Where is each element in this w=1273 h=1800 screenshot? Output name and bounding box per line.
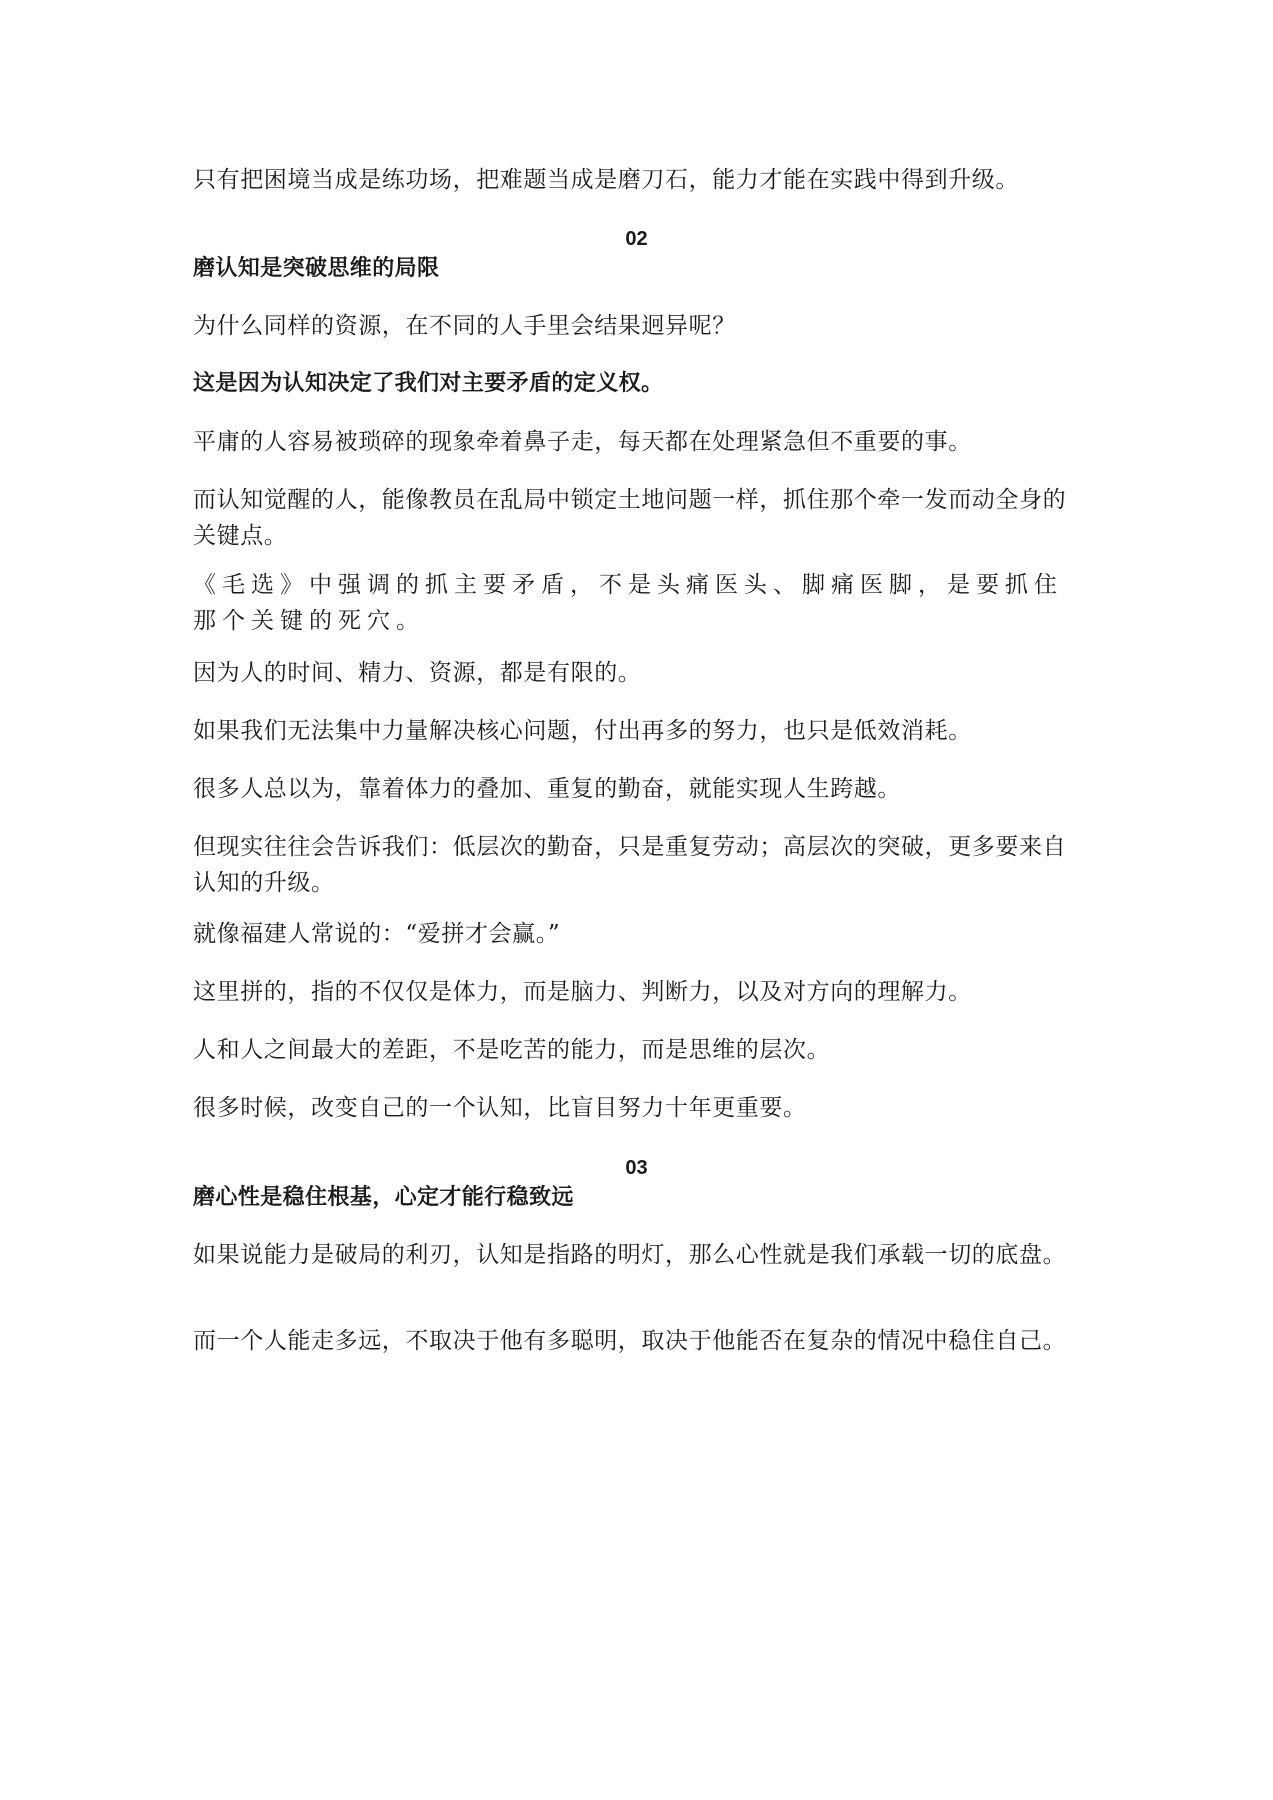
section-02-paragraph: 平庸的人容易被琐碎的现象牵着鼻子走，每天都在处理紧急但不重要的事。	[193, 429, 972, 455]
section-02-paragraph: 但现实往往会告诉我们：低层次的勤奋，只是重复劳动；高层次的突破，更多要来自认知的升级。	[193, 834, 1067, 896]
section-02-paragraph: 就像福建人常说的：“爱拼才会赢。”	[193, 921, 561, 947]
section-02-paragraph: 很多时候，改变自己的一个认知，比盲目努力十年更重要。	[193, 1095, 807, 1121]
section-03-paragraph: 如果说能力是破局的利刃，认知是指路的明灯，那么心性就是我们承载一切的底盘。	[193, 1242, 1067, 1268]
section-02-paragraph: 为什么同样的资源，在不同的人手里会结果迥异呢？	[193, 313, 736, 339]
section-03-number: 03	[625, 1157, 648, 1179]
section-02-paragraph: 很多人总以为，靠着体力的叠加、重复的勤奋，就能实现人生跨越。	[193, 776, 901, 802]
intro-paragraph: 只有把困境当成是练功场，把难题当成是磨刀石，能力才能在实践中得到升级。	[193, 167, 1019, 193]
section-02-heading: 磨认知是突破思维的局限	[193, 256, 440, 281]
section-03-heading: 磨心性是稳住根基，心定才能行稳致远	[193, 1185, 574, 1210]
section-02-paragraph: 人和人之间最大的差距，不是吃苦的能力，而是思维的层次。	[193, 1037, 831, 1063]
section-02-paragraph: 而认知觉醒的人，能像教员在乱局中锁定土地问题一样，抓住那个牵一发而动全身的关键点。	[193, 487, 1067, 549]
section-02-paragraph: 如果我们无法集中力量解决核心问题，付出再多的努力，也只是低效消耗。	[193, 718, 972, 744]
section-02-key-sentence: 这是因为认知决定了我们对主要矛盾的定义权。	[193, 371, 664, 396]
section-03-paragraph: 而一个人能走多远，不取决于他有多聪明，取决于他能否在复杂的情况中稳住自己。	[193, 1328, 1067, 1354]
section-02-number: 02	[625, 228, 648, 250]
section-02-paragraph: 这里拼的，指的不仅仅是体力，而是脑力、判断力，以及对方向的理解力。	[193, 979, 972, 1005]
section-02-paragraph: 《毛选》中强调的抓主要矛盾，不是头痛医头、脚痛医脚，是要抓住那个关键的死穴。	[193, 572, 1063, 634]
section-02-paragraph: 因为人的时间、精力、资源，都是有限的。	[193, 660, 642, 686]
